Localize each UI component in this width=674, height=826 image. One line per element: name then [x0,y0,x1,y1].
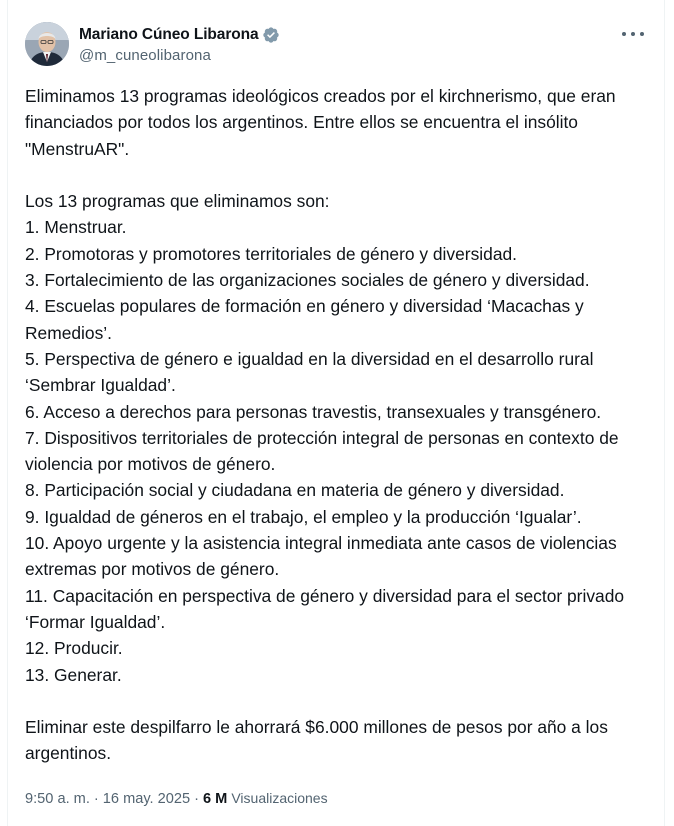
program-item: 1. Menstruar. [25,217,127,238]
program-item: 4. Escuelas populares de formación en género y diversidad ‘Macachas y Remedios’. [25,296,584,343]
programs-list [25,214,655,687]
display-name[interactable]: Mariano Cúneo Libarona [79,26,259,43]
paragraph-gap [25,688,655,714]
avatar[interactable] [25,22,69,66]
author-handle[interactable]: @m_cuneolibarona [79,47,211,64]
program-item: 10. Apoyo urgente y la asistencia integral inmediata ante casos de violencias extremas por motivos de género. [25,533,617,580]
tweet-card [7,0,665,826]
program-item: 6. Acceso a derechos para personas travestis, transexuales y transgénero. [25,401,602,422]
tweet-closing: Eliminar este despilfarro le ahorrará $6.000 millones de pesos por año a los argentinos. [25,717,608,764]
views-count[interactable]: 6 M [203,791,228,807]
more-horizontal-icon[interactable] [622,24,644,44]
profile-photo [25,22,69,66]
program-item: 5. Perspectiva de género e igualdad en la diversidad en el desarrollo rural ‘Sembrar Igualdad’. [25,348,594,396]
more-dot [640,32,644,36]
views-label[interactable]: Visualizaciones [231,790,328,806]
program-item: 9. Igualdad de géneros en el trabajo, el empleo y la producción ‘Igualar’. [25,506,582,527]
tweet-header [25,22,654,68]
program-item: 12. Producir. [25,638,123,659]
program-item: 3. Fortalecimiento de las organizaciones sociales de género y diversidad. [25,270,590,291]
verified-badge-icon[interactable] [262,26,280,44]
program-item: 11. Capacitación en perspectiva de género y diversidad para el sector privado ‘Formar Igualdad’. [25,585,625,632]
tweet-text [25,83,655,767]
program-item: 13. Generar. [25,664,122,685]
more-dot [622,32,626,36]
author-names [79,24,280,64]
program-item: 8. Participación social y ciudadana en materia de género y diversidad. [25,480,565,501]
tweet-time[interactable]: 9:50 a. m. [25,791,90,807]
more-dot [631,32,635,36]
program-item: 2. Promotoras y promotores territoriales de género y diversidad. [25,243,517,264]
program-item: 7. Dispositivos territoriales de protección integral de personas en contexto de violencia por motivos de género. [25,427,619,475]
tweet-intro: Eliminamos 13 programas ideológicos creados por el kirchnerismo, que eran financiados por todos los argentinos. Entre ellos se encuentra el insólito "MenstruAR". [25,86,616,159]
paragraph-gap [25,162,655,188]
meta-separator: · [93,791,99,807]
meta-separator: · [194,791,200,807]
list-heading: Los 13 programas que eliminamos son: [25,191,330,212]
display-name-row [79,24,280,46]
tweet-date[interactable]: 16 may. 2025 [102,791,191,807]
tweet-meta [25,790,328,807]
